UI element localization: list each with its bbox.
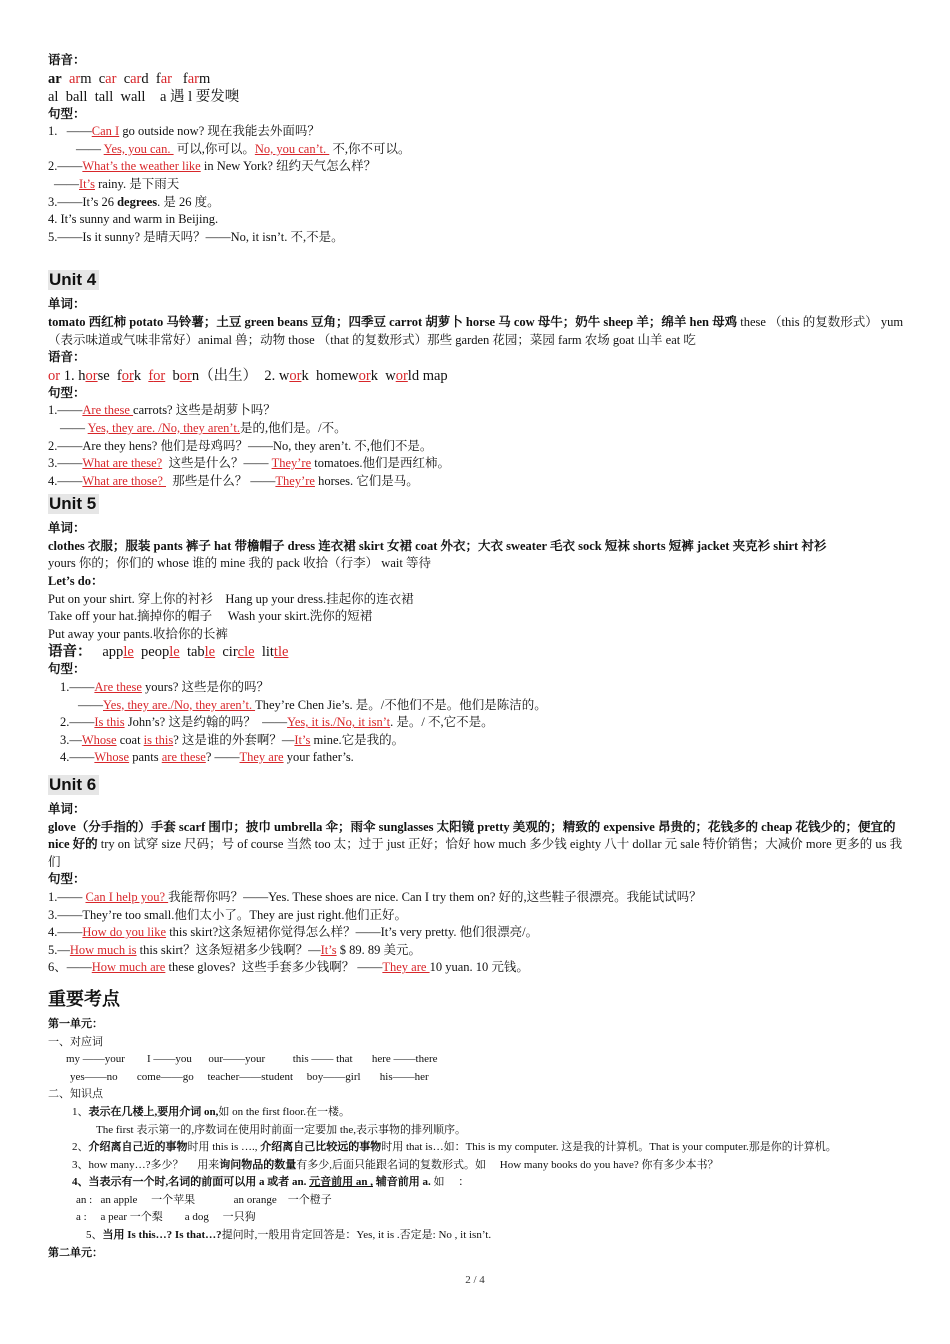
vocabulary-paragraph: tomato 西红柿 potato 马铃薯；土豆 green beans 豆角；四季豆 carrot 胡萝卜 horse 马 cow 母牛；奶牛 sheep 羊；绵羊 hen 母鸡 these （this 的复数形式） yum （表示味道或气味非常好）animal 兽；动物 those （that 的复数形式）那些 garden 花园；菜园 farm 农场 goat 山羊 eat 吃 bbox=[48, 314, 904, 347]
unit-5-heading: Unit 5 bbox=[48, 494, 99, 514]
sentence-line: 3.——What are these? 这些是什么？—— They’re tomatoes.他们是西红柿。 bbox=[48, 456, 451, 471]
sentence-label: 句型： bbox=[48, 385, 86, 400]
phonics-al-line: al ball tall wall a 遇 l 要发噢 bbox=[48, 88, 240, 105]
page-number: 2 / 4 bbox=[465, 1274, 485, 1286]
sentence-line: 1.—— Can I help you? 我能帮你吗？——Yes. These shoes are nice. Can I try them on? 好的,这些鞋子很漂亮。我能试试吗？ bbox=[48, 889, 702, 904]
word-pairs-line: my ——your I ——you our——your this —— that here ——there bbox=[66, 1053, 438, 1066]
section-heading: 一、对应词 bbox=[48, 1035, 103, 1048]
sentence-line: 1. ——Can I go outside now? 现在我能去外面吗？ bbox=[48, 124, 320, 139]
words-label: 单词： bbox=[48, 297, 86, 312]
sentence-line: 2.——Are they hens? 他们是母鸡吗？——No, they aren’t. 不,他们不是。 bbox=[48, 438, 433, 453]
unit-2-label: 第二单元： bbox=[48, 1246, 103, 1259]
vocabulary-paragraph: clothes 衣服；服装 pants 裤子 hat 带檐帽子 dress 连衣裙 skirt 女裙 coat 外衣；大衣 sweater 毛衣 sock 短袜 shorts 短裤 jacket 夹克衫 shirt 衬衫 yours 你的；你们的 whose 谁的 mine 我的 pack 收拾（行李） wait 等待 bbox=[48, 538, 827, 571]
knowledge-point: The first 表示第一的,序数词在使用时前面一定要加 the,表示事物的排列顺序。 bbox=[96, 1123, 467, 1136]
sentence-line: 1.——Are these yours? 这些是你的吗？ bbox=[60, 680, 269, 695]
sentence-line: 1.——Are these carrots? 这些是胡萝卜吗？ bbox=[48, 403, 276, 418]
knowledge-point: an : an apple 一个苹果 an orange 一个橙子 bbox=[76, 1193, 332, 1206]
sentence-line: 2.——What’s the weather like in New York? 纽约天气怎么样？ bbox=[48, 159, 377, 174]
unit-1-label: 第一单元： bbox=[48, 1017, 103, 1030]
sentence-line: 6、——How much are these gloves? 这些手套多少钱啊？ ——They are 10 yuan. 10 元钱。 bbox=[48, 960, 529, 975]
lets-do-line: Take off your hat.摘掉你的帽子 Wash your skirt.洗你的短裙 bbox=[48, 609, 373, 624]
knowledge-point: 1、表示在几楼上,要用介词 on,如 on the first floor.在一楼。 bbox=[72, 1105, 351, 1118]
knowledge-point: 3、how many…?多少？ 用来询问物品的数量有多少,后面只能跟名词的复数形式。如 How many books do you have? 你有多少本书？ bbox=[72, 1158, 719, 1171]
sentence-line: 5.——Is it sunny? 是晴天吗？——No, it isn’t. 不,不是。 bbox=[48, 229, 344, 244]
sentence-line: 4. It’s sunny and warm in Beijing. bbox=[48, 212, 219, 227]
lets-do-line: Put away your pants.收拾你的长裤 bbox=[48, 626, 228, 641]
sentence-line: 4.——How do you like this skirt?这条短裙你觉得怎么样？——It’s very pretty. 他们很漂亮/。 bbox=[48, 925, 539, 940]
lets-do-line: Put on your shirt. 穿上你的衬衫 Hang up your dress.挂起你的连衣裙 bbox=[48, 591, 414, 606]
sentence-line: 3.——They’re too small.他们太小了。They are just right.他们正好。 bbox=[48, 907, 407, 922]
words-label: 单词： bbox=[48, 521, 86, 536]
key-points-heading: 重要考点 bbox=[48, 988, 120, 1009]
sentence-line: 3.—Whose coat is this? 这是谁的外套啊？—It’s mine.它是我的。 bbox=[60, 732, 405, 747]
vocabulary-paragraph: glove（分手指的）手套 scarf 围巾；披巾 umbrella 伞；雨伞 sunglasses 太阳镜 pretty 美观的；精致的 expensive 昂贵的；花钱多的 cheap 花钱少的；便宜的 nice 好的 try on 试穿 size 尺码；号 of course 当然 too 太；过于 just 正好；恰好 how much 多少钱 eighty 八十 dollar 元 sale 特价销售；大减价 more 更多的 us 我们 bbox=[48, 819, 903, 869]
knowledge-point: a : a pear 一个梨 a dog 一只狗 bbox=[76, 1211, 256, 1224]
knowledge-point: 4、当表示有一个时,名词的前面可以用 a 或者 an. 元音前用 an , 辅音前用 a. 如 ： bbox=[72, 1176, 470, 1189]
document-page bbox=[48, 52, 908, 1262]
sentence-line: —— Yes, they are. /No, they aren’t.是的,他们是。/不。 bbox=[60, 420, 347, 435]
sentence-line: ——Yes, they are./No, they aren’t. They’re Chen Jie’s. 是。/不他们不是。他们是陈洁的。 bbox=[78, 697, 547, 712]
sentence-line: ——It’s rainy. 是下雨天 bbox=[54, 176, 180, 191]
knowledge-point: 5、当用 Is this…? Is that…?提问时,一般用肯定回答是：Yes, it is .否定是: No , it isn’t. bbox=[86, 1229, 492, 1242]
sentence-label: 句型： bbox=[48, 872, 86, 887]
phonics-ar-line: ar arm car card far farm bbox=[48, 70, 211, 87]
phonics-or-line: or 1. horse fork for born（出生） 2. work homework world map bbox=[48, 367, 448, 384]
pronunciation-label: 语音： bbox=[48, 53, 86, 67]
sentence-label: 句型： bbox=[48, 662, 86, 677]
pronunciation-label: 语音： bbox=[48, 350, 86, 365]
unit-4-heading: Unit 4 bbox=[48, 270, 99, 290]
lets-do-label: Let’s do： bbox=[48, 574, 104, 589]
words-label: 单词： bbox=[48, 802, 86, 816]
sentence-line: 3.——It’s 26 degrees. 是 26 度。 bbox=[48, 194, 220, 209]
unit-6-heading: Unit 6 bbox=[48, 775, 99, 795]
knowledge-point: 2、介绍离自己近的事物时用 this is …., 介绍离自己比较远的事物时用 that is…如：This is my computer. 这是我的计算机。That is your computer.那是你的计算机。 bbox=[72, 1141, 837, 1154]
word-pairs-line: yes——no come——go teacher——student boy——girl his——her bbox=[70, 1070, 429, 1083]
sentence-line: —— Yes, you can. 可以,你可以。No, you can’t. 不,你不可以。 bbox=[76, 141, 411, 156]
sentence-line: 5.—How much is this skirt？这条短裙多少钱啊？—It’s $ 89. 89 美元。 bbox=[48, 942, 421, 957]
section-heading: 二、知识点 bbox=[48, 1088, 103, 1101]
sentence-line: 4.——Whose pants are these? ——They are your father’s. bbox=[60, 750, 354, 765]
sentence-line: 2.——Is this John’s? 这是约翰的吗？ ——Yes, it is./No, it isn’t. 是。/ 不,它不是。 bbox=[60, 715, 494, 730]
phonics-le-line: 语音： apple people table circle little bbox=[48, 644, 289, 661]
sentence-line: 4.——What are those? 那些是什么？ ——They’re horses. 它们是马。 bbox=[48, 473, 419, 488]
sentence-label: 句型： bbox=[48, 106, 86, 121]
